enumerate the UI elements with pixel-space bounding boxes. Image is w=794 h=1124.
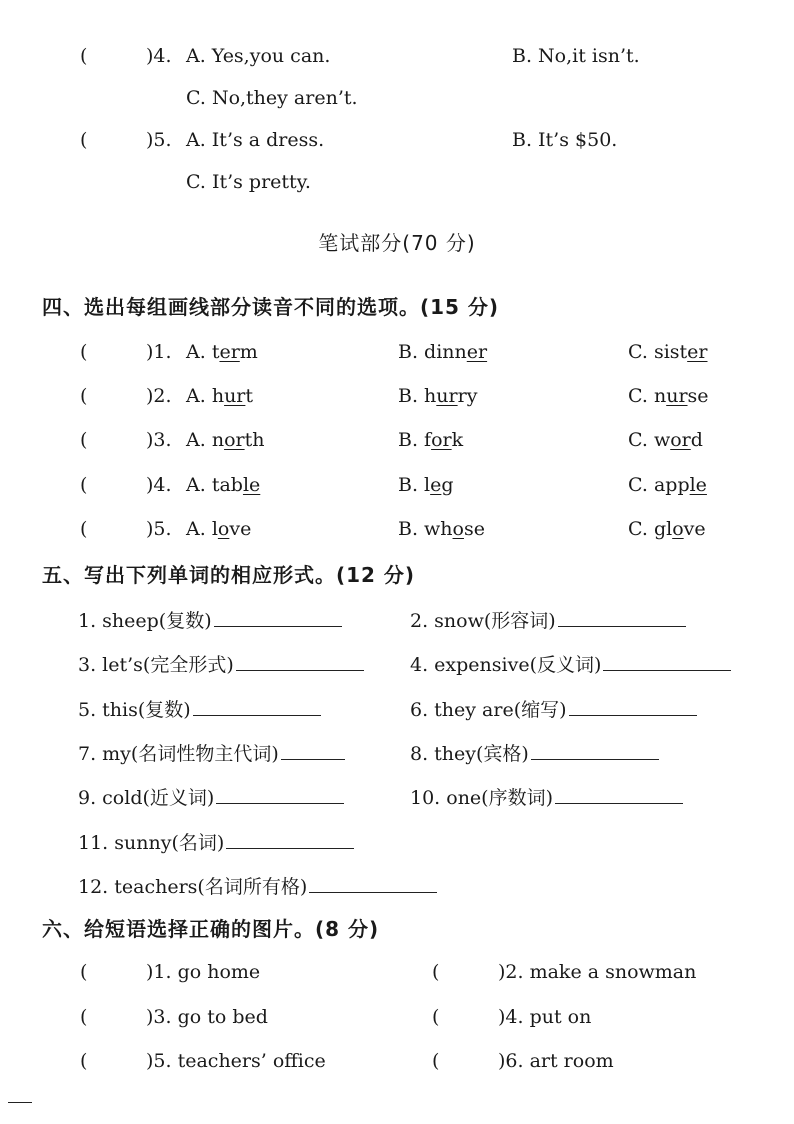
answer-blank[interactable]: [216, 783, 344, 804]
word-part: t: [245, 385, 254, 407]
section-6-title: 六、给短语选择正确的图片。(8 分): [42, 917, 380, 941]
word-prompt: 4. expensive(反义词): [410, 654, 602, 676]
option-letter: B.: [398, 474, 425, 496]
underlined-letters: le: [242, 474, 261, 496]
word-prompt: 1. sheep(复数): [78, 610, 212, 632]
option-a: [186, 428, 264, 452]
number: 2.: [153, 385, 172, 407]
option-letter: C.: [628, 518, 654, 540]
option-a: A. It’s a dress.: [186, 129, 325, 151]
answer-paren-open[interactable]: (: [432, 1006, 440, 1028]
question-number: [146, 384, 172, 408]
answer-paren-open[interactable]: (: [80, 429, 88, 451]
word-part: k: [451, 429, 464, 451]
option-b: [398, 340, 487, 364]
underlined-letters: ur: [666, 385, 688, 407]
paren-close: ): [146, 1050, 154, 1072]
word-part: m: [239, 341, 258, 363]
word-part: w: [653, 429, 671, 451]
word-part: ry: [457, 385, 478, 407]
question-number: [146, 517, 172, 541]
paren-close: ): [146, 474, 154, 496]
word-part: dinn: [424, 341, 467, 363]
option-c: C. It’s pretty.: [186, 171, 311, 193]
word-part: l: [211, 518, 218, 540]
paren-close: ): [146, 385, 154, 407]
number: 3.: [153, 429, 172, 451]
word-form-item: [410, 650, 731, 677]
word-part: ve: [683, 518, 706, 540]
phrase: [146, 1005, 268, 1029]
word-prompt: 11. sunny(名词): [78, 832, 225, 854]
answer-blank[interactable]: [531, 739, 659, 760]
word-prompt: 8. they(宾格): [410, 743, 529, 765]
underlined-letters: o: [672, 518, 684, 540]
question-number: [146, 428, 172, 452]
answer-paren-open[interactable]: (: [80, 1050, 88, 1072]
underlined-letters: er: [466, 341, 488, 363]
option-b: [398, 428, 463, 452]
word-prompt: 10. one(序数词): [410, 787, 554, 809]
option-c: [628, 428, 703, 452]
option-c: [628, 384, 709, 408]
option-c: [628, 473, 707, 497]
answer-blank[interactable]: [309, 872, 437, 893]
underlined-letters: ur: [224, 385, 246, 407]
question-number: [146, 340, 172, 364]
question-number: )5.: [146, 129, 172, 151]
phrase: [498, 960, 696, 984]
word-form-item: [78, 828, 354, 855]
word-form-item: [78, 783, 344, 810]
option-c: C. No,they aren’t.: [186, 87, 358, 109]
word-part: app: [653, 474, 690, 496]
option-letter: A.: [186, 429, 212, 451]
option-c: [628, 517, 706, 541]
answer-paren-open[interactable]: (: [80, 385, 88, 407]
phrase: [498, 1049, 614, 1073]
word-part: se: [687, 385, 709, 407]
underlined-letters: or: [431, 429, 452, 451]
underlined-letters: or: [224, 429, 245, 451]
option-b: [398, 517, 485, 541]
option-a: [186, 517, 251, 541]
option-b: [398, 384, 477, 408]
paren-close: ): [146, 1006, 154, 1028]
word-prompt: 5. this(复数): [78, 699, 191, 721]
paren-close: ): [146, 961, 154, 983]
word-part: f: [424, 429, 432, 451]
paren-close: ): [498, 1050, 506, 1072]
option-letter: A.: [186, 474, 212, 496]
option-letter: A.: [186, 518, 212, 540]
option-letter: B.: [398, 518, 425, 540]
section-5-title: 五、写出下列单词的相应形式。(12 分): [42, 563, 416, 587]
answer-paren-open[interactable]: (: [80, 1006, 88, 1028]
underlined-letters: er: [219, 341, 240, 363]
written-part-title: 笔试部分(70 分): [318, 231, 476, 255]
option-c: [628, 340, 708, 364]
option-letter: B.: [398, 429, 425, 451]
word-part: se: [464, 518, 485, 540]
question-number: )4.: [146, 45, 172, 67]
paren-close: ): [498, 961, 506, 983]
option-b: B. No,it isn’t.: [512, 45, 640, 67]
option-letter: C.: [628, 385, 654, 407]
answer-blank[interactable]: [558, 606, 686, 627]
phrase-text: 3. go to bed: [153, 1006, 268, 1028]
answer-blank[interactable]: [193, 695, 321, 716]
word-part: n: [211, 429, 225, 451]
word-prompt: 12. teachers(名词所有格): [78, 876, 308, 898]
word-form-item: [410, 695, 697, 722]
phrase: [146, 960, 260, 984]
word-form-item: [78, 872, 437, 899]
underlined-letters: le: [689, 474, 707, 496]
question-number: [146, 473, 172, 497]
word-part: n: [653, 385, 667, 407]
word-part: gl: [653, 518, 673, 540]
option-letter: A.: [186, 385, 212, 407]
word-form-item: [78, 739, 345, 766]
option-letter: C.: [628, 429, 654, 451]
word-part: ve: [229, 518, 252, 540]
phrase-text: 6. art room: [505, 1050, 614, 1072]
word-part: wh: [424, 518, 453, 540]
answer-blank[interactable]: [569, 695, 697, 716]
phrase-text: 4. put on: [505, 1006, 592, 1028]
answer-blank[interactable]: [603, 650, 731, 671]
option-letter: A.: [186, 341, 212, 363]
underlined-letters: ur: [436, 385, 458, 407]
answer-blank[interactable]: [214, 606, 342, 627]
underlined-letters: er: [687, 341, 708, 363]
paren-close: ): [146, 518, 154, 540]
answer-blank[interactable]: [236, 650, 364, 671]
word-prompt: 9. cold(近义词): [78, 787, 215, 809]
word-part: t: [211, 341, 220, 363]
option-letter: C.: [628, 341, 654, 363]
word-form-item: [410, 783, 683, 810]
paren-close: ): [146, 429, 154, 451]
word-form-item: [78, 606, 342, 633]
word-part: tab: [211, 474, 243, 496]
number: 4.: [153, 474, 172, 496]
answer-paren-open[interactable]: (: [80, 45, 88, 67]
phrase-text: 2. make a snowman: [505, 961, 697, 983]
underlined-letters: o: [217, 518, 230, 540]
word-part: th: [244, 429, 265, 451]
answer-paren-open[interactable]: (: [80, 961, 88, 983]
answer-paren-open[interactable]: (: [80, 129, 88, 151]
option-letter: C.: [628, 474, 654, 496]
word-part: h: [424, 385, 437, 407]
answer-blank[interactable]: [281, 739, 345, 760]
word-part: l: [424, 474, 431, 496]
underlined-letters: o: [452, 518, 464, 540]
word-form-item: [410, 606, 686, 633]
underlined-letters: e: [430, 474, 442, 496]
phrase: [498, 1005, 591, 1029]
word-part: sist: [653, 341, 688, 363]
option-letter: B.: [398, 385, 425, 407]
number: 1.: [153, 341, 172, 363]
page-edge-mark: [8, 1102, 32, 1103]
word-form-item: [78, 650, 364, 677]
number: 5.: [153, 518, 172, 540]
word-prompt: 2. snow(形容词): [410, 610, 556, 632]
answer-paren-open[interactable]: (: [432, 1050, 440, 1072]
word-form-item: [78, 695, 321, 722]
phrase-text: 5. teachers’ office: [153, 1050, 326, 1072]
phrase-text: 1. go home: [153, 961, 261, 983]
option-a: [186, 473, 260, 497]
answer-blank[interactable]: [555, 783, 683, 804]
paren-close: ): [146, 341, 154, 363]
option-a: A. Yes,you can.: [186, 45, 331, 67]
phrase: [146, 1049, 326, 1073]
answer-paren-open[interactable]: (: [80, 341, 88, 363]
word-prompt: 3. let’s(完全形式): [78, 654, 234, 676]
paren-close: ): [498, 1006, 506, 1028]
underlined-letters: or: [670, 429, 691, 451]
word-prompt: 7. my(名词性物主代词): [78, 743, 279, 765]
word-prompt: 6. they are(缩写): [410, 699, 567, 721]
option-letter: B.: [398, 341, 425, 363]
word-part: g: [441, 474, 454, 496]
word-part: h: [211, 385, 225, 407]
option-b: [398, 473, 454, 497]
section-4-title: 四、选出每组画线部分读音不同的选项。(15 分): [42, 295, 500, 319]
answer-paren-open[interactable]: (: [80, 518, 88, 540]
answer-paren-open[interactable]: (: [432, 961, 440, 983]
word-form-item: [410, 739, 659, 766]
word-part: d: [690, 429, 703, 451]
option-a: [186, 340, 258, 364]
answer-blank[interactable]: [226, 828, 354, 849]
option-b: B. It’s $50.: [512, 129, 618, 151]
answer-paren-open[interactable]: (: [80, 474, 88, 496]
option-a: [186, 384, 253, 408]
